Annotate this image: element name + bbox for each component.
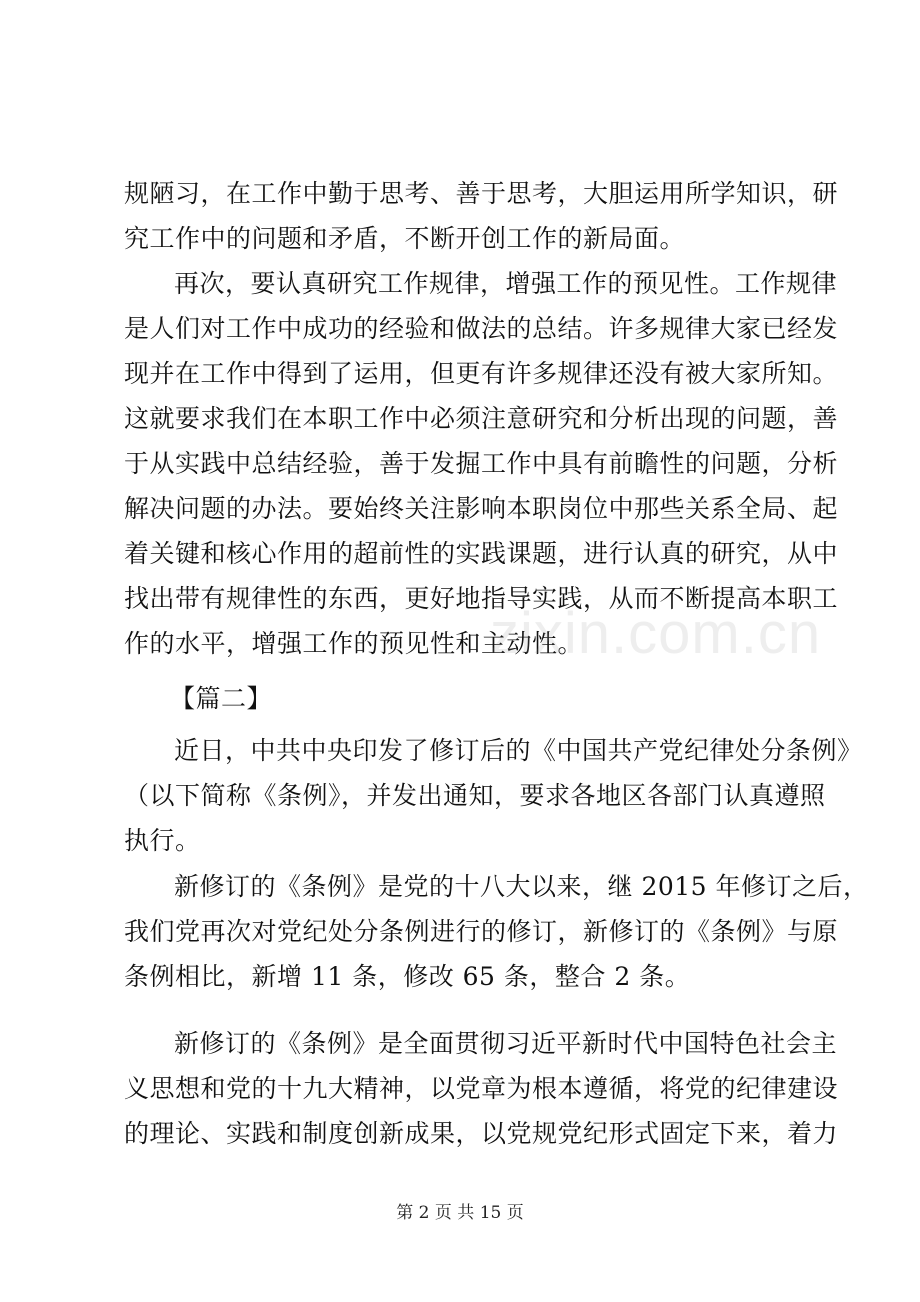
text-line: 着关键和核心作用的超前性的实践课题，进行认真的研究，从中 <box>124 539 839 568</box>
paragraph-start-line: 近日，中共中央印发了修订后的《中国共产党纪律处分条例》 <box>174 736 863 765</box>
text-line: 是人们对工作中成功的经验和做法的总结。许多规律大家已经发 <box>124 314 839 343</box>
text-line: 执行。 <box>124 826 201 855</box>
text-line: 规陋习，在工作中勤于思考、善于思考，大胆运用所学知识，研 <box>124 179 839 208</box>
page-footer: 第 2 页 共 15 页 <box>396 1203 524 1223</box>
paragraph-start-line: 新修订的《条例》是党的十八大以来，继 2015 年修订之后， <box>174 872 869 901</box>
text-line: 这就要求我们在本职工作中必须注意研究和分析出现的问题，善 <box>124 404 839 433</box>
watermark: zixin.com.cn <box>490 601 822 666</box>
paragraph-start-line: 新修订的《条例》是全面贯彻习近平新时代中国特色社会主 <box>174 1029 838 1058</box>
text-line: 义思想和党的十九大精神，以党章为根本遵循，将党的纪律建设 <box>124 1074 839 1103</box>
text-line: 解决问题的办法。要始终关注影响本职岗位中那些关系全局、起 <box>124 494 839 523</box>
text-line: 于从实践中总结经验，善于发掘工作中具有前瞻性的问题，分析 <box>124 449 839 478</box>
text-line: 现并在工作中得到了运用，但更有许多规律还没有被大家所知。 <box>124 359 839 388</box>
text-line: 找出带有规律性的东西，更好地指导实践，从而不断提高本职工 <box>124 584 839 613</box>
section-heading: 【篇二】 <box>170 684 273 713</box>
text-line: 我们党再次对党纪处分条例进行的修订，新修订的《条例》与原 <box>124 917 839 946</box>
text-line: 的理论、实践和制度创新成果，以党规党纪形式固定下来，着力 <box>124 1119 839 1148</box>
text-line: （以下简称《条例》，并发出通知，要求各地区各部门认真遵照 <box>124 781 826 810</box>
text-line: 条例相比，新增 11 条，修改 65 条，整合 2 条。 <box>124 962 691 991</box>
text-line: 作的水平，增强工作的预见性和主动性。 <box>124 629 584 658</box>
paragraph-start-line: 再次，要认真研究工作规律，增强工作的预见性。工作规律 <box>174 269 838 298</box>
text-line: 究工作中的问题和矛盾，不断开创工作的新局面。 <box>124 224 686 253</box>
